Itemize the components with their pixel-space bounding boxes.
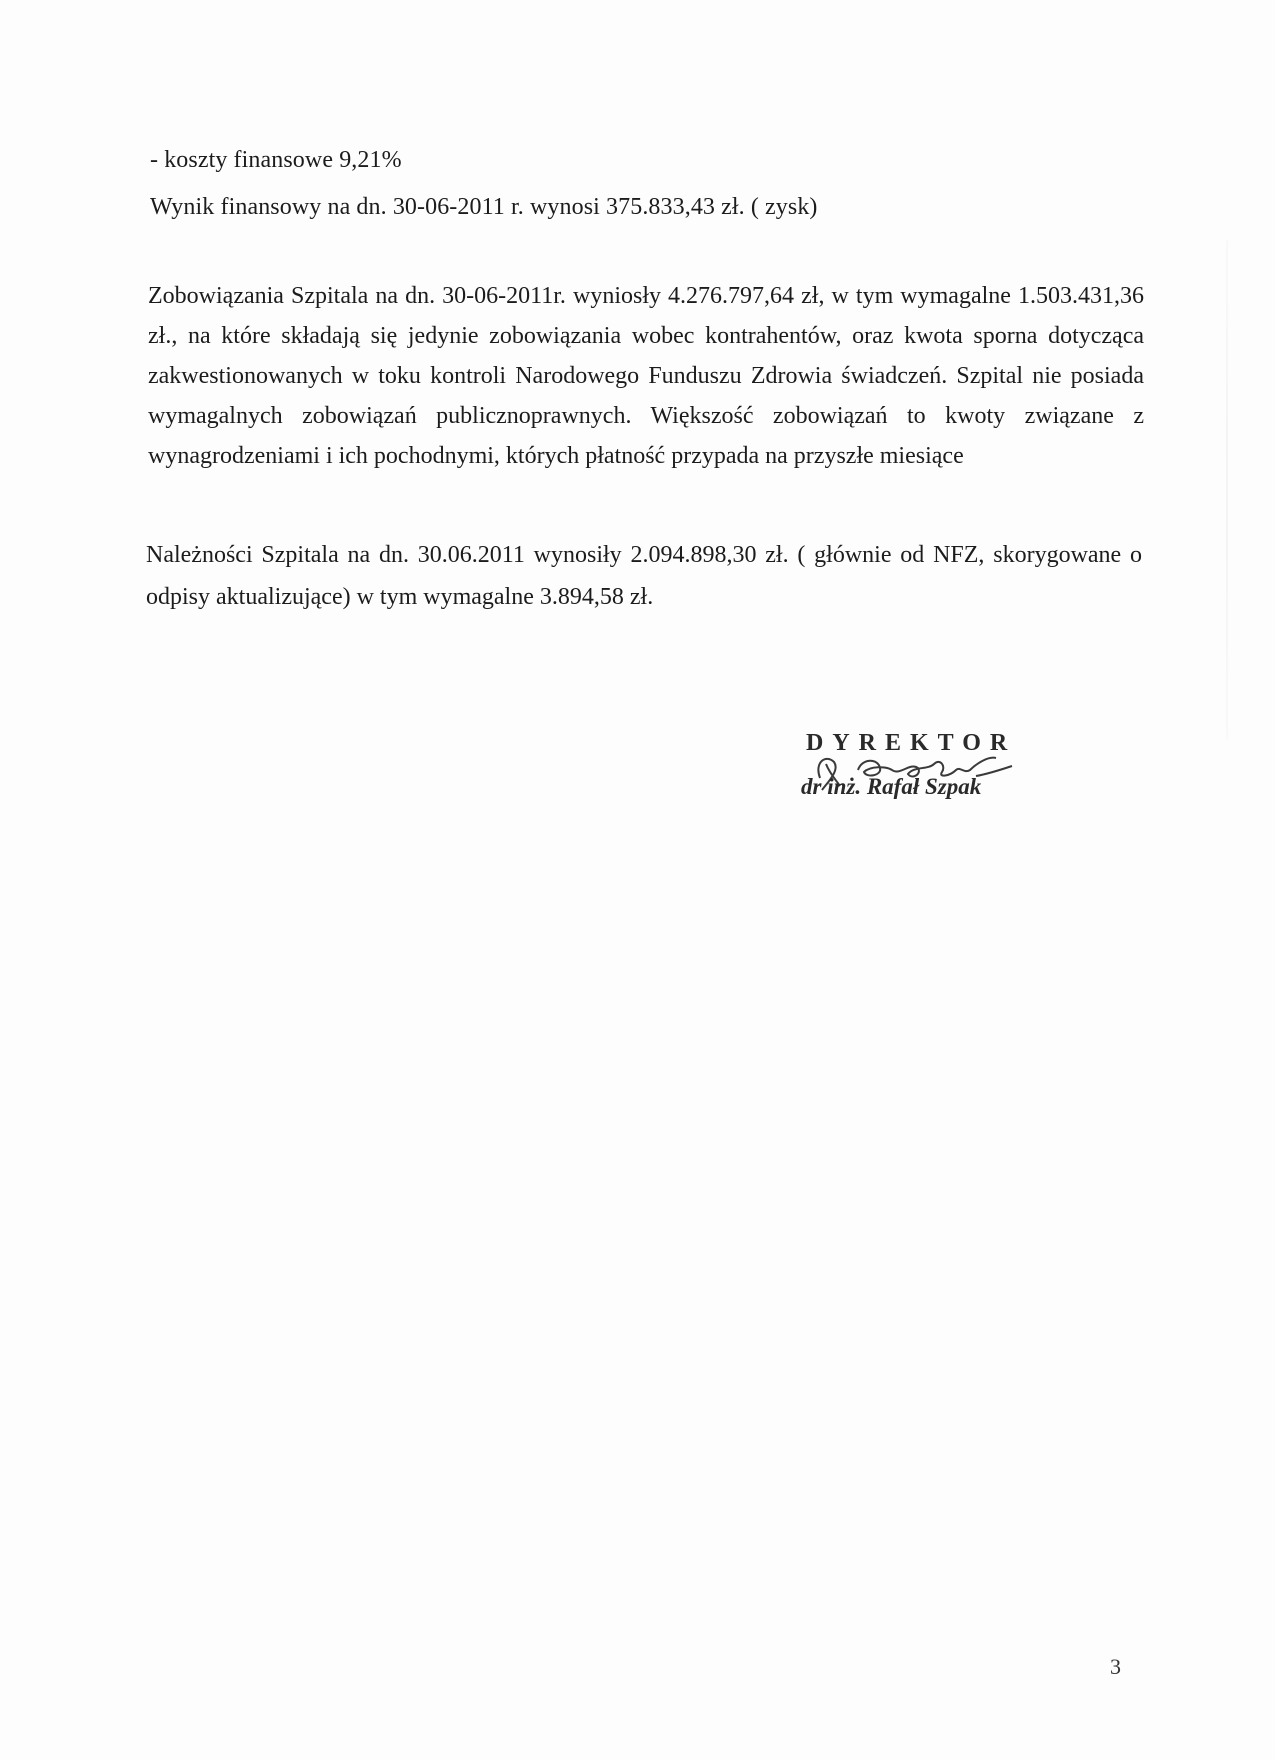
- liabilities-paragraph: Zobowiązania Szpitala na dn. 30-06-2011r. wyniosły 4.276.797,64 zł, w tym wymagalne 1.503.431,36 zł., na które składają się jedynie zobowiązania wobec kontrahentów, oraz kwota sporna dotycząca zakwestionowanych w toku kontroli Narodowego Funduszu Zdrowia świadczeń. Szpital nie posiada wymagalnych zobowiązań publicznoprawnych. Większość zobowiązań to kwoty związane z wynagrodzeniami i ich pochodnymi, których płatność przypada na przyszłe miesiące: [148, 283, 1144, 469]
- signature-name: dr inż. Rafał Szpak: [801, 774, 982, 799]
- financial-result-line: Wynik finansowy na dn. 30-06-2011 r. wynosi 375.833,43 zł. ( zysk): [150, 194, 818, 220]
- scan-artifact: [1226, 240, 1228, 740]
- signature-title: DYREKTOR: [806, 730, 1017, 756]
- receivables-paragraph: Należności Szpitala na dn. 30.06.2011 wynosiły 2.094.898,30 zł. ( głównie od NFZ, skorygowane o odpisy aktualizujące) w tym wymagalne 3.894,58 zł.: [146, 542, 1142, 610]
- finance-costs-line: - koszty finansowe 9,21%: [150, 147, 402, 173]
- page-number: 3: [1110, 1654, 1121, 1679]
